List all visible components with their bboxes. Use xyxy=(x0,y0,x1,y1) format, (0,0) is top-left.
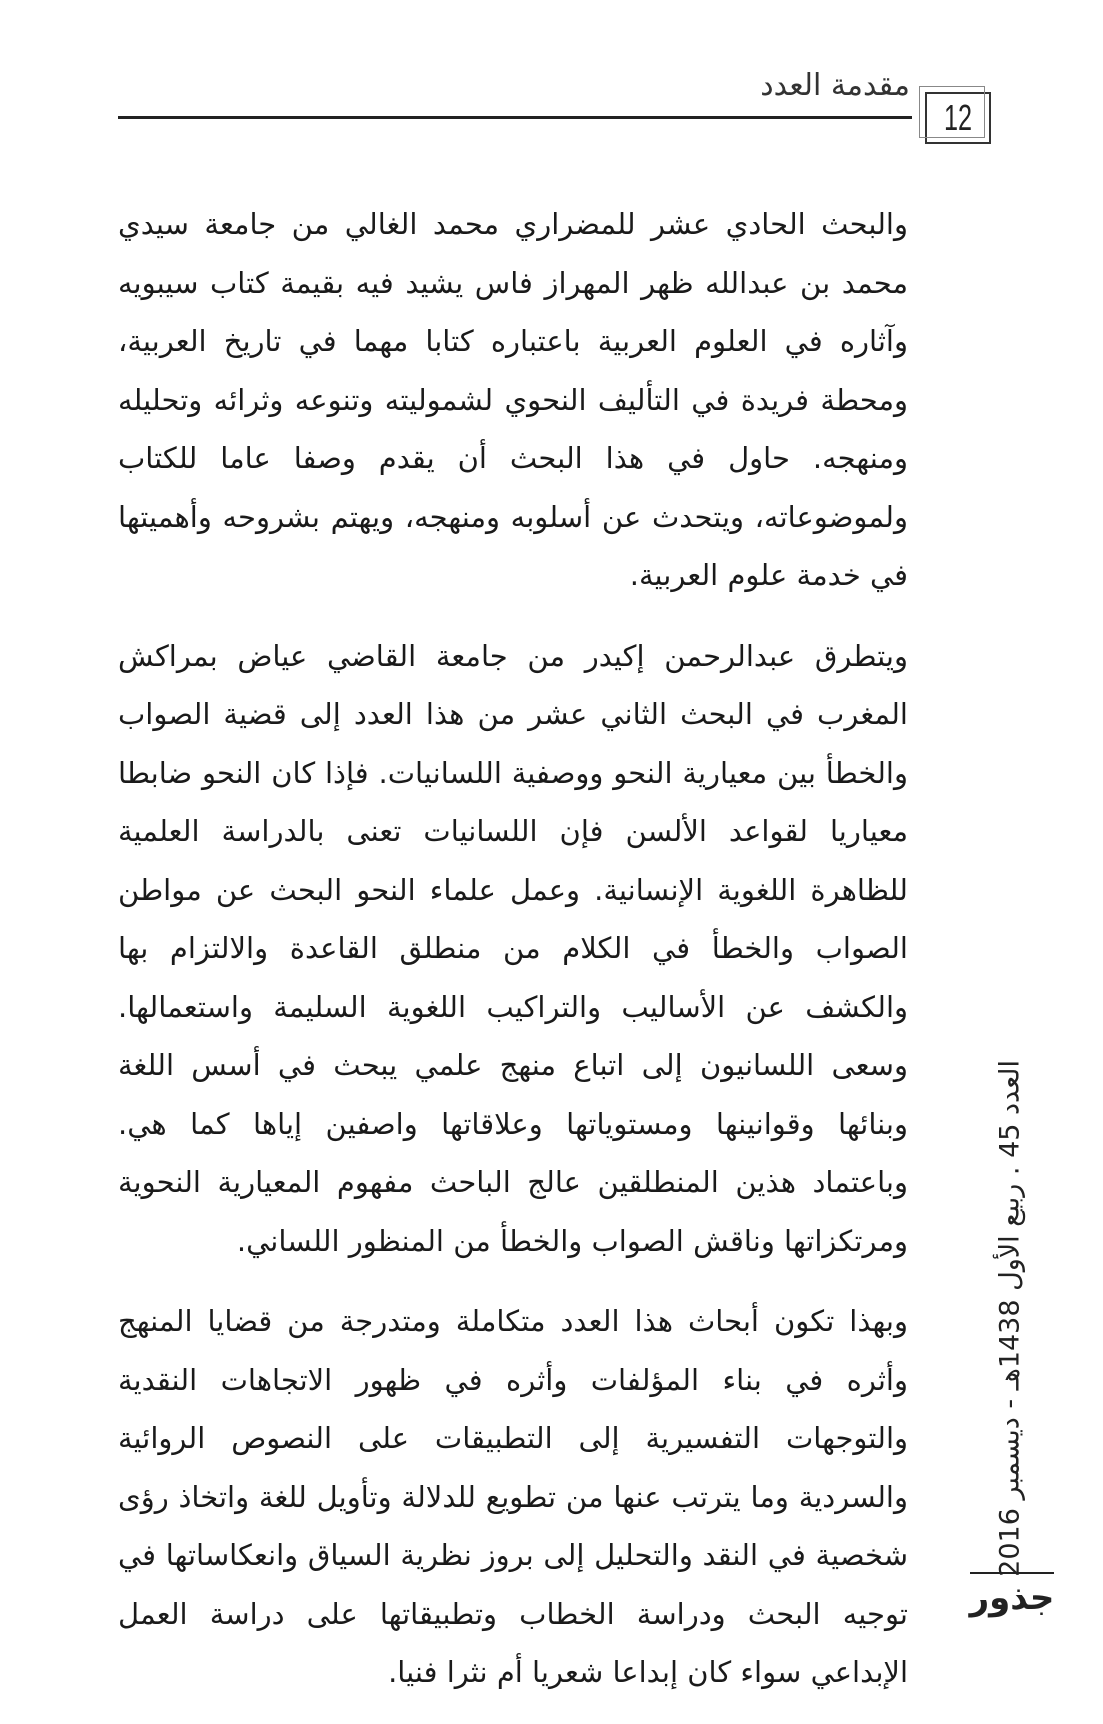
page-number-box xyxy=(925,92,991,144)
issue-info-strip xyxy=(985,1060,1035,1577)
journal-logo xyxy=(969,1560,1055,1630)
header-rule xyxy=(118,116,912,119)
running-header-title: مقدمة العدد xyxy=(760,68,910,103)
paragraph-1: والبحث الحادي عشر للمضراري محمد الغالي من جامعة سيدي محمد بن عبدالله ظهر المهراز فاس يشيد فيه بقيمة كتاب سيبويه وآثاره في العلوم العربية باعتباره كتابا مهما في تاريخ العربية، ومحطة فريدة في التأليف النحوي لشموليته وتنوعه وثرائه وتحليله ومنهجه. حاول في هذا البحث أن يقدم وصفا عاما للكتاب ولموضوعاته، ويتحدث عن أسلوبه ومنهجه، ويهتم بشروحه وأهميتها في خدمة علوم العربية. xyxy=(118,207,908,592)
journal-logo-text: جذور xyxy=(970,1572,1055,1618)
issue-info-text: العدد 45 . ربيع الأول 1438هـ - ديسمبر 2016 xyxy=(994,1060,1026,1577)
paragraph-2: ويتطرق عبدالرحمن إكيدر من جامعة القاضي عياض بمراكش المغرب في البحث الثاني عشر من هذا العدد إلى قضية الصواب والخطأ بين معيارية النحو ووصفية اللسانيات. فإذا كان النحو ضابطا معياريا لقواعد الألسن فإن اللسانيات تعنى بالدراسة العلمية للظاهرة اللغوية الإنسانية. وعمل علماء النحو البحث عن مواطن الصواب والخطأ في الكلام من منطلق القاعدة والالتزام بها والكشف عن الأساليب والتراكيب اللغوية السليمة واستعمالها. وسعى اللسانيون إلى اتباع منهج علمي يبحث في أسس اللغة وبنائها وقوانينها ومستوياتها وعلاقاتها واصفين إياها كما هي. وباعتماد هذين المنطلقين عالج الباحث مفهوم المعيارية النحوية ومرتكزاتها وناقش الصواب والخطأ من المنظور اللساني. xyxy=(118,638,908,1258)
paragraph-3: وبهذا تكون أبحاث هذا العدد متكاملة ومتدرجة من قضايا المنهج وأثره في بناء المؤلفات وأثره في ظهور الاتجاهات النقدية والتوجهات التفسيرية إلى التطبيقات على النصوص الروائية والسردية وما يترتب عنها من تطويع للدلالة وتأويل للغة واتخاذ رؤى شخصية في النقد والتحليل إلى بروز نظرية السياق وانعكاساتها في توجيه البحث ودراسة الخطاب وتطبيقاتها على دراسة العمل الإبداعي سواء كان إبداعا شعريا أم نثرا فنيا. xyxy=(118,1304,908,1689)
page-number: 12 xyxy=(943,97,973,138)
article-body xyxy=(118,195,908,1724)
